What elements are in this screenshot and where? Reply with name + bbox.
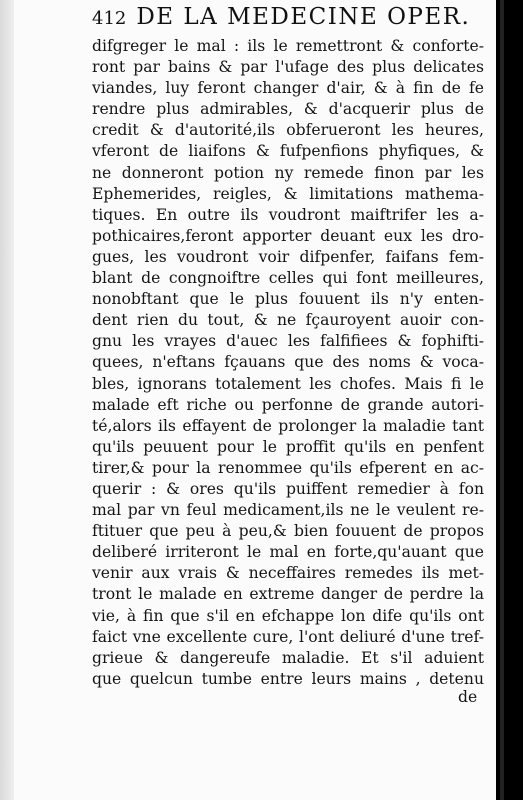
running-title: DE LA MEDECINE OPER. [136, 4, 471, 30]
text-line: gnu les vrayes d'auec les falfifiees & fophifti- [92, 332, 484, 351]
text-line: gues, les voudront voir difpenfer, faifans fem- [92, 247, 484, 266]
text-line: viandes, luy feront changer d'air, & à fin de fe [92, 79, 484, 98]
text-line: deliberé irriteront le mal en forte,qu'auant que [92, 543, 484, 562]
running-header [92, 4, 492, 32]
text-line: Ephemerides, reigles, & limitations mathema- [92, 184, 484, 203]
text-line: difgreger le mal : ils le remettront & conforte- [92, 37, 484, 55]
text-line: querir : & ores qu'ils puiffent remedier à fon [92, 479, 484, 498]
text-line: vferont de liaifons & fufpenfions phyfiques, & [92, 142, 484, 161]
text-line: nonobftant que le plus fouuent ils n'y enten- [92, 290, 484, 309]
text-line: dent rien du tout, & ne fçauroyent auoir con- [92, 311, 484, 330]
text-line: tront le malade en extreme danger de perdre la [92, 585, 484, 604]
text-line: tirer,& pour la renommee qu'ils efperent en ac- [92, 458, 484, 477]
text-line: ne donneront potion ny remede finon par les [92, 163, 484, 182]
text-line: tiques. En outre ils voudront maiftrifer les a- [92, 205, 484, 224]
book-gutter-line [500, 0, 504, 800]
text-line: mal par vn feul medicament,ils ne le veulent re- [92, 501, 484, 520]
text-line: credit & d'autorité,ils obferueront les heures, [92, 121, 484, 140]
text-line: quees, n'eftans fçauans que des noms & voca- [92, 353, 484, 372]
text-line: té,alors ils effayent de prolonger la maladie tant [92, 416, 484, 435]
text-line: ftituer que peu à peu,& bien fouuent de propos [92, 522, 484, 541]
text-line: grieue & dangereufe maladie. Et s'il aduient [92, 648, 484, 667]
text-line: faict vne excellente cure, l'ont deliuré d'une tref- [92, 627, 484, 646]
text-line: bles, ignorans totalement les chofes. Mais fi le [92, 374, 484, 393]
catchword: de [458, 688, 478, 706]
text-line: blant de congnoiftre celles qui font meilleures, [92, 269, 484, 288]
page-left-edge [0, 0, 14, 800]
text-line: que quelcun tumbe entre leurs mains , detenu [92, 669, 484, 688]
text-line: venir aux vrais & neceffaires remedes ils met- [92, 564, 484, 583]
text-line: qu'ils peuuent pour le proffit qu'ils en penfent [92, 437, 484, 456]
text-line: malade eft riche ou perfonne de grande autori- [92, 395, 484, 414]
text-line: pothicaires,feront apporter deuant eux les dro- [92, 226, 484, 245]
body-text [92, 36, 484, 690]
text-line: rendre plus admirables, & d'acquerir plus de [92, 100, 484, 119]
text-line: ront par bains & par l'ufage des plus delicates [92, 58, 484, 77]
page-number: 412 [92, 8, 127, 29]
text-line: vie, à fin que s'il en efchappe lon dife qu'ils ont [92, 606, 484, 625]
